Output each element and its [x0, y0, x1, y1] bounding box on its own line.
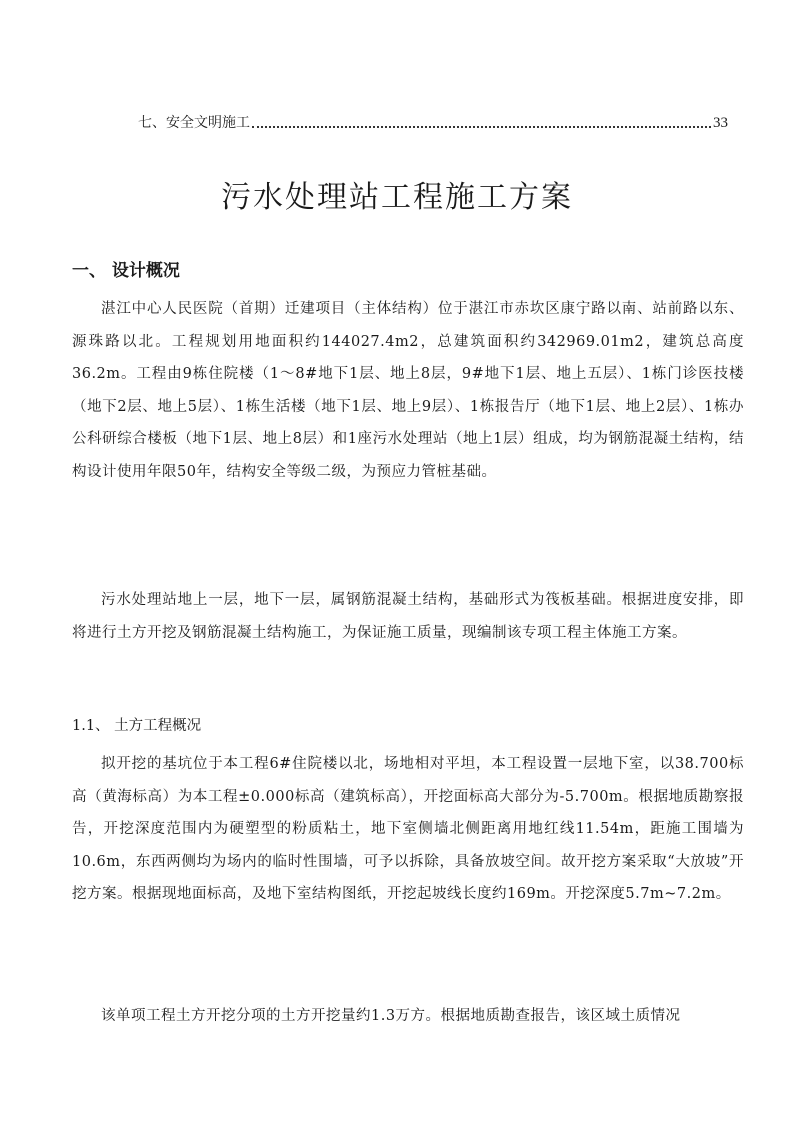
toc-page-number: 33: [713, 115, 728, 131]
subsection-heading: 1.1、 土方工程概况: [72, 718, 202, 734]
toc-dot-leader: [252, 126, 711, 128]
section-heading: 一、 设计概况: [72, 261, 180, 281]
document-title: 污水处理站工程施工方案: [221, 180, 573, 215]
body-paragraph: 污水处理站地上一层，地下一层，属钢筋混凝土结构，基础形式为筏板基础。根据进度安排，即将进行土方开挖及钢筋混凝土结构施工，为保证施工质量，现编制该专项工程主体施工方案。: [72, 592, 744, 641]
toc-entry-label: 七、安全文明施工: [138, 115, 250, 131]
body-paragraph: 湛江中心人民医院（首期）迁建项目（主体结构）位于湛江市赤坎区康宁路以南、站前路以东、源珠路以北。工程规划用地面积约144027.4m2，总建筑面积约342969.01m2，建筑总高度36.2m。工程由9栋住院楼（1～8#地下1层、地上8层，9#地下1层、地上五层）、1栋门诊医技楼（地下2层、地上5层）、1栋生活楼（地下1层、地上9层）、1栋报告厅（地下1层、地上2层）、1栋办公科研综合楼板（地下1层、地上8层）和1座污水处理站（地上1层）组成，均为钢筋混凝土结构，结构设计使用年限50年，结构安全等级二级，为预应力管桩基础。: [72, 301, 744, 480]
toc-entry[interactable]: [138, 110, 728, 132]
body-paragraph: 拟开挖的基坑位于本工程6#住院楼以北，场地相对平坦，本工程设置一层地下室，以38.700标高（黄海标高）为本工程±0.000标高（建筑标高），开挖面标高大部分为-5.700m。根据地质勘察报告，开挖深度范围内为硬塑型的粉质粘土，地下室侧墙北侧距离用地红线11.54m，距施工围墙为10.6m，东西两侧均为场内的临时性围墙，可予以拆除，具备放坡空间。故开挖方案采取“大放坡”开挖方案。根据现地面标高，及地下室结构图纸，开挖起坡线长度约169m。开挖深度5.7m~7.2m。: [72, 756, 744, 902]
body-paragraph: 该单项工程土方开挖分项的土方开挖量约1.3万方。根据地质勘查报告，该区域土质情况: [101, 1008, 681, 1024]
